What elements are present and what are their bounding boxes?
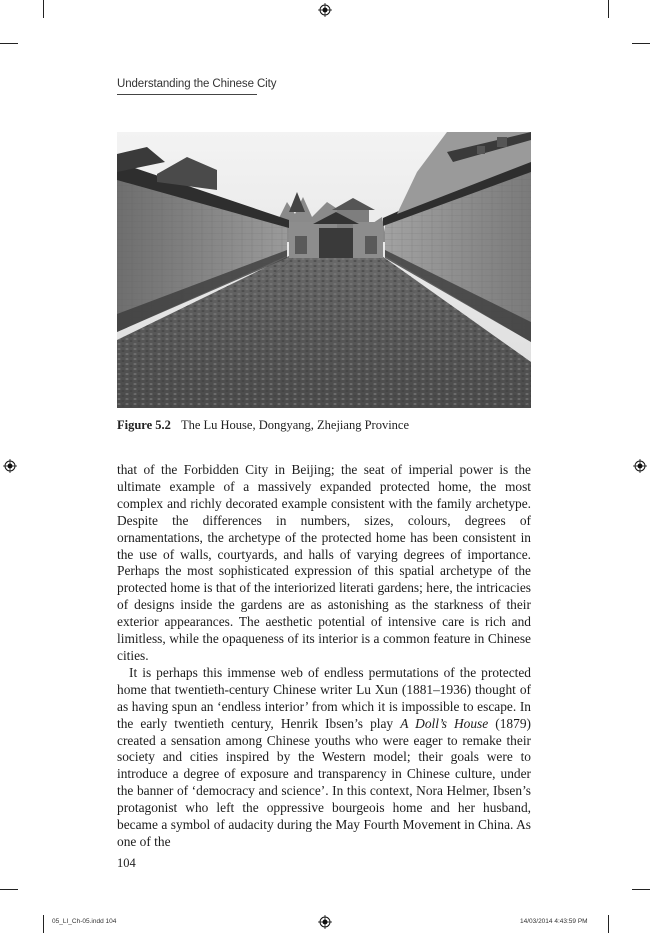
running-head-rule [117, 94, 257, 95]
crop-mark-left-top [0, 43, 18, 44]
crop-mark-bottom-right [608, 915, 609, 933]
slug-file: 05_LI_Ch-05.indd 104 [52, 918, 117, 925]
page-number: 104 [117, 856, 136, 870]
figure-caption [117, 418, 409, 433]
registration-mark-right-icon [633, 459, 647, 473]
figure-label: Figure 5.2 [117, 418, 171, 432]
crop-mark-right-bottom [632, 889, 650, 890]
paragraph-2 [117, 665, 531, 851]
crop-mark-bottom-left [43, 915, 44, 933]
crop-mark-top-left [43, 0, 44, 18]
figure-photo [117, 132, 531, 408]
paragraph-2-part-1: It is perhaps this immense web of endless permutations of the protected home that twentieth-century Chinese writer Lu Xun (1881–1936) thought of as having spun an ‘endless interior’ from which it is impossible to escape. In the early twentieth century, Henrik Ibsen’s play [117, 664, 531, 731]
registration-mark-top-icon [318, 3, 332, 17]
crop-mark-left-bottom [0, 889, 18, 890]
paragraph-1: that of the Forbidden City in Beijing; the seat of imperial power is the ultimate example of a massively expanded protected home, the most complex and richly decorated example consistent with the family archetype. Despite the differences in numbers, sizes, colours, degrees of ornamentations, the archetype of the protected home has been consistent in the use of walls, courtyards, and halls of varying degrees of importance. Perhaps the most sophisticated expression of this spatial archetype of the protected home is that of the interiorized literati gardens; here, the intricacies of designs inside the gardens are as astonishing as the starkness of their exterior appearances. The aesthetic potential of intensive care is rich and limitless, while the opaqueness of its interior is a common feature in Chinese cities. [117, 462, 531, 663]
crop-mark-right-top [632, 43, 650, 44]
body-text [117, 462, 531, 851]
play-title: A Doll’s House [400, 715, 489, 731]
running-head: Understanding the Chinese City [117, 78, 277, 90]
registration-mark-left-icon [3, 459, 17, 473]
figure-caption-text: The Lu House, Dongyang, Zhejiang Province [180, 418, 410, 432]
slug-timestamp: 14/03/2014 4:43:59 PM [520, 918, 588, 925]
paragraph-2-part-2: (1879) created a sensation among Chinese youths who were eager to remake their society and cities inspired by the Western model; their goals were to introduce a degree of exposure and transparency in Chinese culture, under the banner of ‘democracy and science’. In this context, Nora Helmer, Ibsen’s protagonist who left the oppressive bourgeois home and her husband, became a symbol of audacity during the May Fourth Movement in China. As one of the [117, 715, 531, 849]
crop-mark-top-right [608, 0, 609, 18]
registration-mark-bottom-icon [318, 915, 332, 929]
